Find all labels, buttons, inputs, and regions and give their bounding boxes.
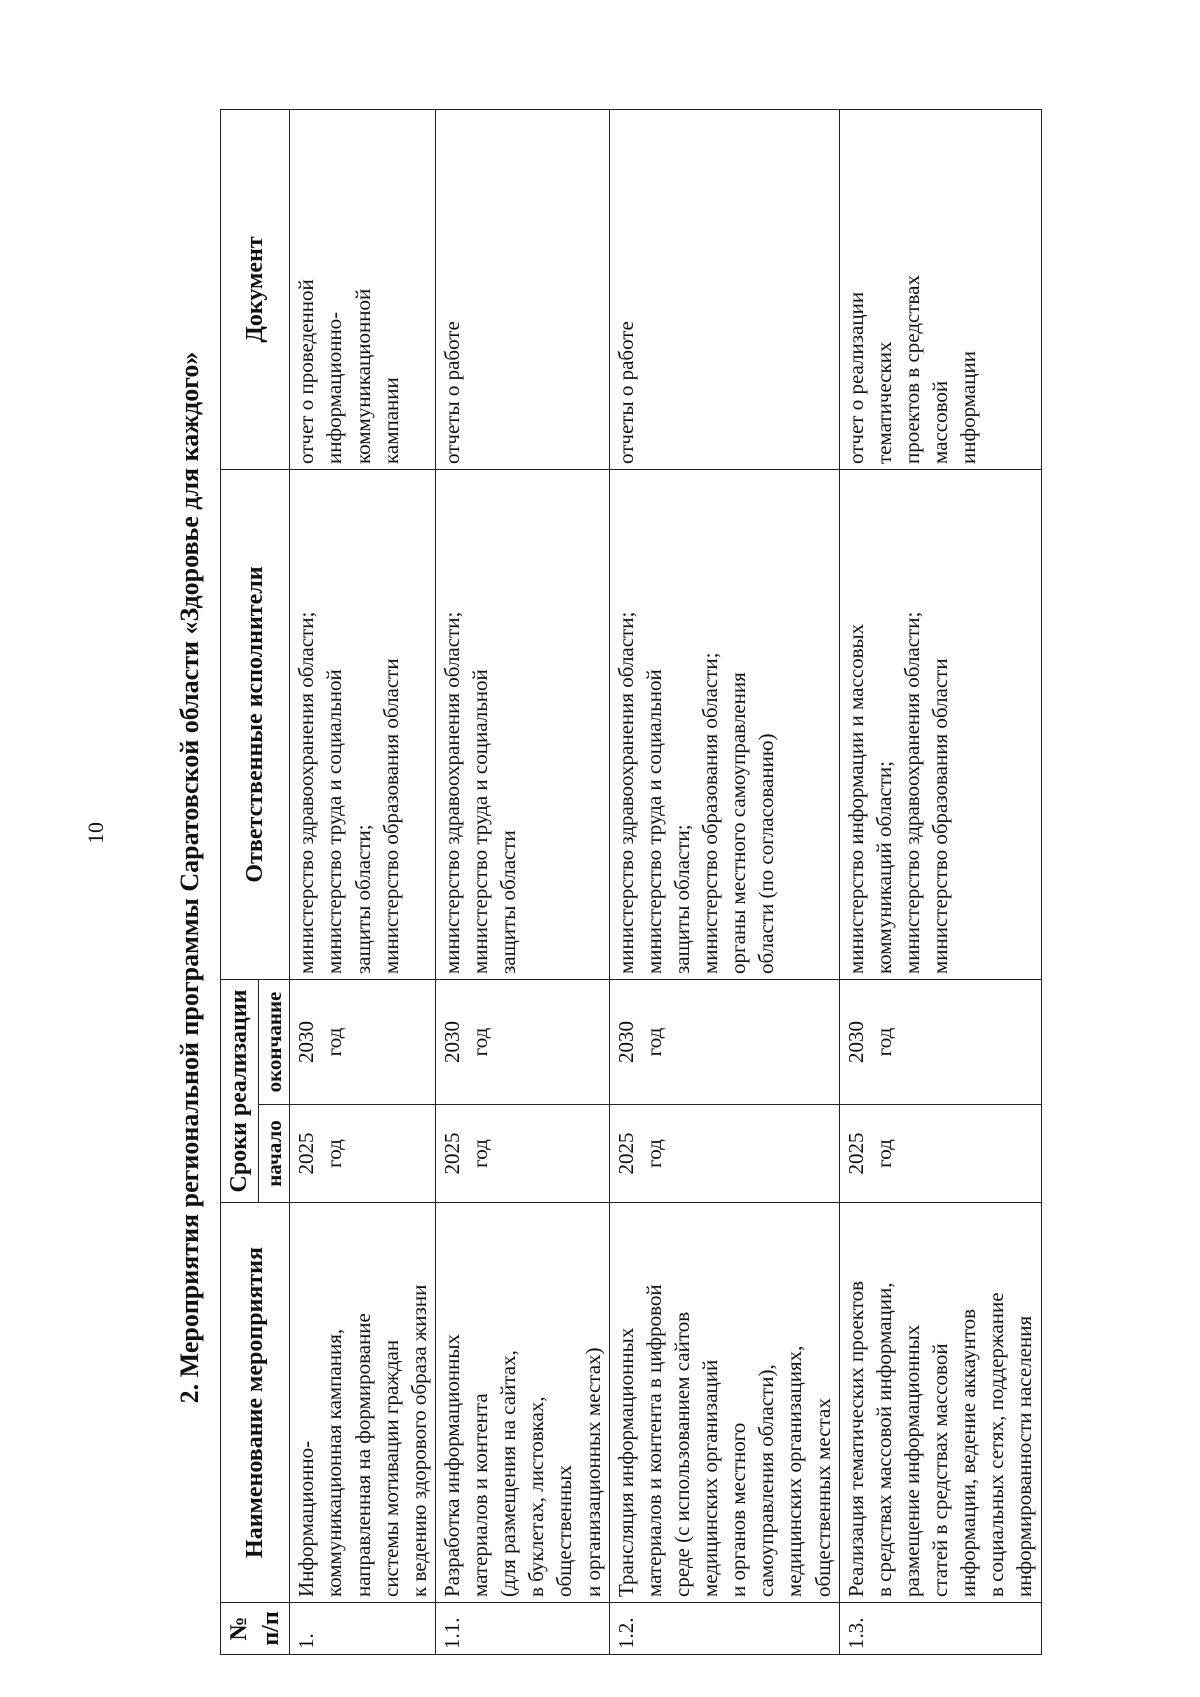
rotated-page-content	[160, 100, 1095, 1655]
document-title: 2. Мероприятия региональной программы Саратовской области «Здоровье для каждого»	[175, 351, 204, 1404]
row-responsible: министерство информации и массовых коммуникаций области; министерство здравоохранения области; министерство образования области	[839, 470, 1041, 980]
row-start: 2025 год	[609, 1105, 839, 1203]
row-document: отчет о реализации тематических проектов в средствах массовой информации	[839, 110, 1041, 470]
table-header-row	[221, 110, 259, 1655]
header-period: Сроки реализации	[221, 980, 259, 1203]
row-num: 1.1.	[435, 1603, 609, 1655]
row-responsible: министерство здравоохранения области; министерство труда и социальной защиты области; министерство образования области; органы местного самоуправления области (по согласованию)	[609, 470, 839, 980]
row-name: Реализация тематических проектов в средствах массовой информации, размещение информационных статей в средствах массовой информации, ведение аккаунтов в социальных сетях, поддержание информированности населения	[839, 1203, 1041, 1603]
table-row	[290, 110, 436, 1655]
row-responsible: министерство здравоохранения области; министерство труда и социальной защиты области; министерство образования области	[290, 470, 436, 980]
row-document: отчет о проведенной информационно- коммуникационной кампании	[290, 110, 436, 470]
header-end: окончание	[258, 980, 290, 1105]
row-start: 2025 год	[435, 1105, 609, 1203]
row-name: Трансляция информационных материалов и контента в цифровой среде (с использованием сайтов медицинских организаций и органов местного самоуправления области), медицинских организациях, общественных местах	[609, 1203, 839, 1603]
header-name: Наименование мероприятия	[221, 1203, 290, 1603]
row-end: 2030 год	[435, 980, 609, 1105]
row-num: 1.	[290, 1603, 436, 1655]
row-name: Информационно- коммуникационная кампания, направленная на формирование системы мотивации граждан к ведению здорового образа жизни	[290, 1203, 436, 1603]
program-activities-table	[220, 109, 1042, 1655]
header-document: Документ	[221, 110, 290, 470]
row-document: отчеты о работе	[609, 110, 839, 470]
row-responsible: министерство здравоохранения области; министерство труда и социальной защиты области	[435, 470, 609, 980]
row-end: 2030 год	[839, 980, 1041, 1105]
table-row	[435, 110, 609, 1655]
header-responsible: Ответственные исполнители	[221, 470, 290, 980]
table-row	[839, 110, 1041, 1655]
table-row	[609, 110, 839, 1655]
row-num: 1.3.	[839, 1603, 1041, 1655]
header-start: начало	[258, 1105, 290, 1203]
row-end: 2030 год	[290, 980, 436, 1105]
row-num: 1.2.	[609, 1603, 839, 1655]
row-end: 2030 год	[609, 980, 839, 1105]
row-start: 2025 год	[839, 1105, 1041, 1203]
page-number: 10	[83, 822, 108, 844]
row-name: Разработка информационных материалов и контента (для размещения на сайтах, в буклетах, листовках, общественных и организационных местах)	[435, 1203, 609, 1603]
row-document: отчеты о работе	[435, 110, 609, 470]
header-num: № п/п	[221, 1603, 290, 1655]
row-start: 2025 год	[290, 1105, 436, 1203]
